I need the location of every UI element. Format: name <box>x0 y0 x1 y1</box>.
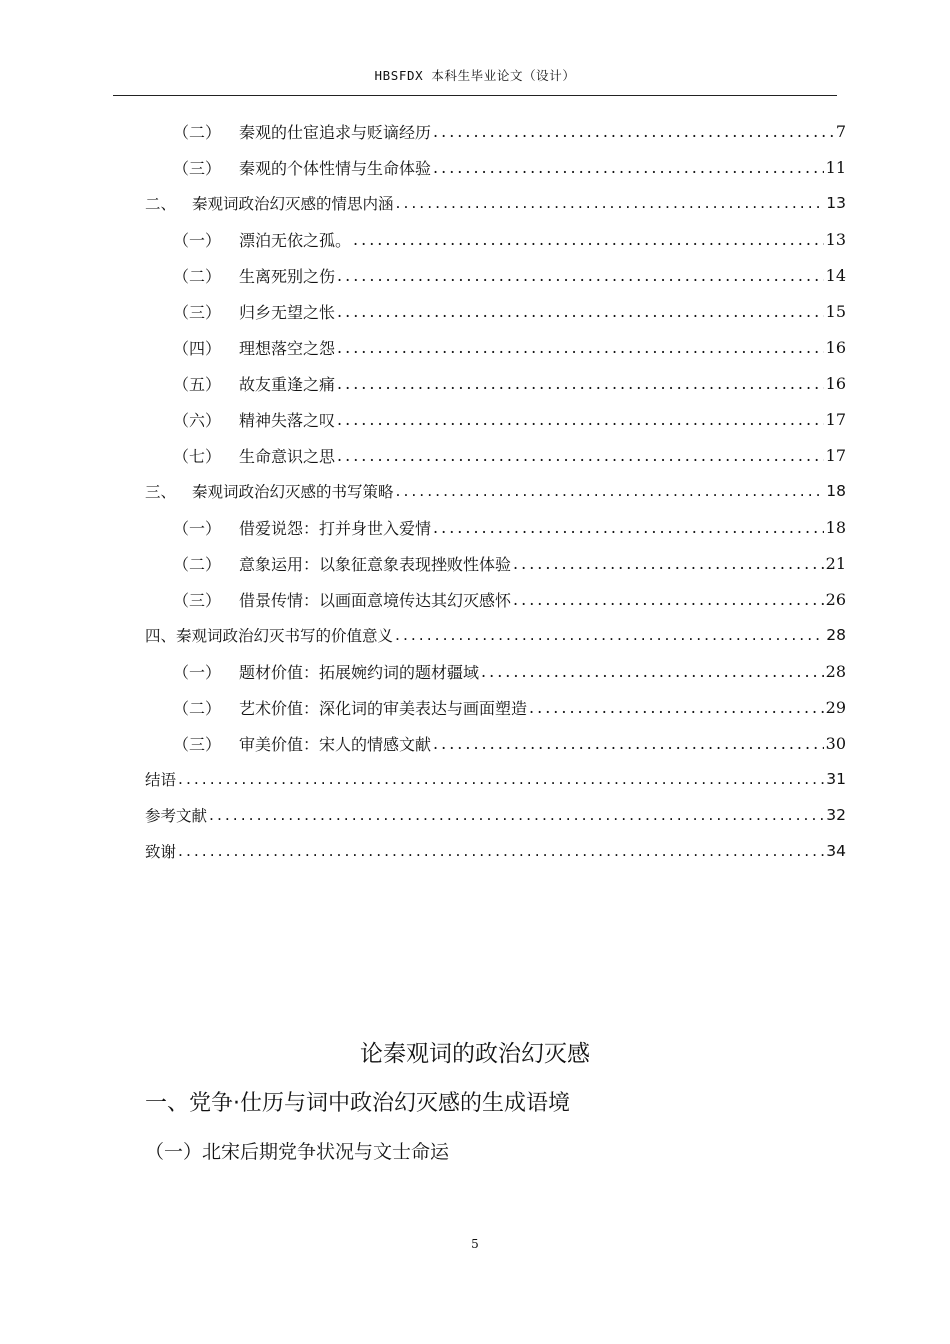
toc-entry-number: （三） <box>173 302 222 322</box>
toc-entry[interactable] <box>145 257 846 293</box>
toc-entry-page: 26 <box>825 589 846 609</box>
toc-entry-number: （一） <box>173 518 222 538</box>
toc-entry-page: 28 <box>825 661 846 681</box>
toc-entry-title: 参考文献 <box>145 807 208 825</box>
toc-entry[interactable] <box>145 545 846 581</box>
toc-entry-title: （二） 意象运用：以象征意象表现挫败性体验 <box>173 554 512 574</box>
header-divider <box>113 95 837 96</box>
toc-entry-title: （一） 借爱说怨：打并身世入爱情 <box>173 518 432 538</box>
toc-entry-title: （四） 理想落空之怨 <box>173 338 336 358</box>
toc-entry-title: 致谢 <box>145 843 177 861</box>
toc-leader-dots <box>529 698 824 717</box>
toc-entry-number: （三） <box>173 158 222 178</box>
toc-leader-dots <box>481 662 824 681</box>
toc-entry-number: （二） <box>173 122 222 142</box>
toc-entry-title: （二） 生离死别之伤 <box>173 266 336 286</box>
toc-leader-dots <box>433 158 824 177</box>
toc-entry[interactable] <box>145 293 846 329</box>
toc-entry-page: 16 <box>825 337 846 357</box>
toc-leader-dots <box>353 230 824 249</box>
toc-leader-dots <box>209 806 824 824</box>
toc-entry-page: 29 <box>825 697 846 717</box>
toc-entry-page: 7 <box>835 121 846 141</box>
toc-entry-page: 14 <box>825 265 846 285</box>
toc-entry-page: 11 <box>825 157 846 177</box>
page-header: HBSFDX 本科生毕业论文（设计） <box>374 68 576 83</box>
toc-entry-page: 13 <box>825 229 846 249</box>
toc-entry-title: 四、秦观词政治幻灭书写的价值意义 <box>145 627 394 645</box>
toc-entry[interactable] <box>145 653 846 689</box>
toc-entry[interactable] <box>145 437 846 473</box>
toc-entry[interactable] <box>145 725 846 761</box>
toc-entry-page: 18 <box>826 482 846 500</box>
toc-entry-page: 16 <box>825 373 846 393</box>
toc-entry-title: （三） 归乡无望之怅 <box>173 302 336 322</box>
section-heading: 一、党争·仕历与词中政治幻灭感的生成语境 <box>145 1091 570 1116</box>
toc-entry-title: 二、 秦观词政治幻灭感的情思内涵 <box>145 195 394 213</box>
toc-entry[interactable] <box>145 833 846 869</box>
toc-entry-title: （五） 故友重逢之痛 <box>173 374 336 394</box>
toc-entry-title: （二） 秦观的仕宦追求与贬谪经历 <box>173 122 432 142</box>
toc-entry-number: （三） <box>173 590 222 610</box>
toc-leader-dots <box>396 482 825 500</box>
toc-entry-page: 32 <box>826 806 846 824</box>
toc-entry-title: （二） 艺术价值：深化词的审美表达与画面塑造 <box>173 698 528 718</box>
page-number: 5 <box>471 1237 479 1251</box>
toc-entry-page: 31 <box>826 770 846 788</box>
toc-entry-title: （六） 精神失落之叹 <box>173 410 336 430</box>
toc-entry[interactable] <box>145 761 846 797</box>
toc-entry-page: 18 <box>825 517 846 537</box>
toc-entry-title: （三） 审美价值：宋人的情感文献 <box>173 734 432 754</box>
toc-entry-page: 15 <box>825 301 846 321</box>
toc-entry-title: （一） 漂泊无依之孤。 <box>173 230 352 250</box>
toc-entry-page: 17 <box>825 445 846 465</box>
toc-leader-dots <box>337 410 824 429</box>
toc-entry[interactable] <box>145 581 846 617</box>
toc-entry-title: 三、 秦观词政治幻灭感的书写策略 <box>145 483 394 501</box>
toc-entry-title: （三） 借景传情：以画面意境传达其幻灭感怀 <box>173 590 512 610</box>
toc-entry[interactable] <box>145 113 846 149</box>
toc-leader-dots <box>396 194 825 212</box>
toc-entry[interactable] <box>145 329 846 365</box>
subsection-heading: （一）北宋后期党争状况与文士命运 <box>145 1141 450 1163</box>
toc-entry-title: （三） 秦观的个体性情与生命体验 <box>173 158 432 178</box>
toc-leader-dots <box>433 122 834 141</box>
toc-entry-number: （五） <box>173 374 222 394</box>
document-title: 论秦观词的政治幻灭感 <box>360 1041 590 1067</box>
toc-leader-dots <box>178 770 824 788</box>
toc-entry-number: 二、 <box>145 195 177 213</box>
toc-leader-dots <box>513 554 824 573</box>
toc-entry-number: （二） <box>173 266 222 286</box>
toc-leader-dots <box>513 590 824 609</box>
toc-leader-dots <box>337 266 824 285</box>
toc-entry-title: 结语 <box>145 771 177 789</box>
toc-entry-number: （七） <box>173 446 222 466</box>
table-of-contents <box>145 113 846 869</box>
toc-leader-dots <box>395 626 824 644</box>
toc-entry-page: 28 <box>826 626 846 644</box>
toc-entry-page: 30 <box>825 733 846 753</box>
toc-entry[interactable] <box>145 221 846 257</box>
toc-entry-page: 17 <box>825 409 846 429</box>
toc-leader-dots <box>178 842 824 860</box>
toc-entry-page: 34 <box>826 842 846 860</box>
toc-entry[interactable] <box>145 185 846 221</box>
toc-entry-number: （一） <box>173 662 222 682</box>
toc-entry-title: （七） 生命意识之思 <box>173 446 336 466</box>
toc-entry[interactable] <box>145 401 846 437</box>
toc-leader-dots <box>337 374 824 393</box>
toc-leader-dots <box>337 302 824 321</box>
toc-entry[interactable] <box>145 365 846 401</box>
toc-entry-number: （二） <box>173 554 222 574</box>
toc-leader-dots <box>337 338 824 357</box>
toc-entry[interactable] <box>145 797 846 833</box>
toc-entry-number: （二） <box>173 698 222 718</box>
toc-leader-dots <box>337 446 824 465</box>
toc-entry-number: （一） <box>173 230 222 250</box>
toc-entry-number: 三、 <box>145 483 177 501</box>
toc-leader-dots <box>433 518 824 537</box>
toc-entry-number: （四） <box>173 338 222 358</box>
toc-entry-title: （一） 题材价值：拓展婉约词的题材疆域 <box>173 662 480 682</box>
toc-entry-number: （六） <box>173 410 222 430</box>
toc-entry[interactable] <box>145 149 846 185</box>
toc-entry[interactable] <box>145 509 846 545</box>
toc-entry-page: 21 <box>825 553 846 573</box>
toc-entry-page: 13 <box>826 194 846 212</box>
toc-entry[interactable] <box>145 617 846 653</box>
toc-entry[interactable] <box>145 473 846 509</box>
toc-leader-dots <box>433 734 824 753</box>
toc-entry[interactable] <box>145 689 846 725</box>
toc-entry-number: （三） <box>173 734 222 754</box>
